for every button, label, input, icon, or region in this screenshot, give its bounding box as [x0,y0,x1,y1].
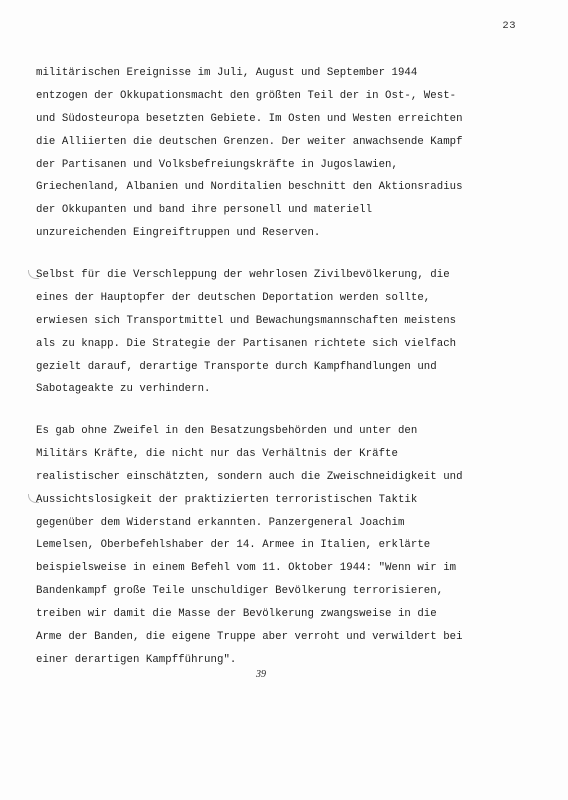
footnote-mark: 39 [256,669,266,680]
text-line: Aussichtslosigkeit der praktizierten terroristischen Taktik [36,493,418,506]
text-line: die Alliierten die deutschen Grenzen. Der weiter anwachsende Kampf [36,135,463,148]
paragraph-1 [36,62,542,245]
text-line: treiben wir damit die Masse der Bevölkerung zwangsweise in die [36,608,437,621]
text-line: einer derartigen Kampfführung". [36,653,237,666]
text-line: Griechenland, Albanien und Norditalien beschnitt den Aktionsradius [36,181,463,194]
text-line: Militärs Kräfte, die nicht nur das Verhältnis der Kräfte [36,447,398,460]
text-line: Arme der Banden, die eigene Truppe aber verroht und verwildert bei [36,631,463,644]
text-line: und Südosteuropa besetzten Gebiete. Im Osten und Westen erreichten [36,112,463,125]
text-line: beispielsweise in einem Befehl vom 11. Oktober 1944: "Wenn wir im [36,562,457,575]
text-line: Bandenkampf große Teile unschuldiger Bevölkerung terrorisieren, [36,585,444,598]
page-number: 23 [502,20,516,32]
text-line: Lemelsen, Oberbefehlshaber der 14. Armee in Italien, erklärte [36,539,431,552]
text-line: unzureichenden Eingreiftruppen und Reserven. [36,227,321,240]
text-line: Es gab ohne Zweifel in den Besatzungsbehörden und unter den [36,425,418,437]
paragraph-2 [36,264,542,401]
text-line: gegenüber dem Widerstand erkannten. Panzergeneral Joachim [36,516,405,529]
text-line: eines der Hauptopfer der deutschen Deportation werden sollte, [36,291,431,304]
paragraph-3 [36,420,542,672]
text-line: militärischen Ereignisse im Juli, August und September 1944 [36,67,418,79]
text-line: der Okkupanten und band ihre personell und materiell [36,204,373,217]
text-line: realistischer einschätzten, sondern auch die Zweischneidigkeit und [36,470,463,483]
text-line: gezielt darauf, derartige Transporte durch Kampfhandlungen und [36,360,437,373]
text-line: Selbst für die Verschleppung der wehrlosen Zivilbevölkerung, die [36,269,450,281]
text-line: entzogen der Okkupationsmacht den größten Teil der in Ost-, West- [36,89,457,102]
text-line: Sabotageakte zu verhindern. [36,383,211,396]
text-line: der Partisanen und Volksbefreiungskräfte in Jugoslawien, [36,158,398,171]
text-line: erwiesen sich Transportmittel und Bewachungsmannschaften meistens [36,314,457,327]
text-line: als zu knapp. Die Strategie der Partisanen richtete sich vielfach [36,337,457,350]
